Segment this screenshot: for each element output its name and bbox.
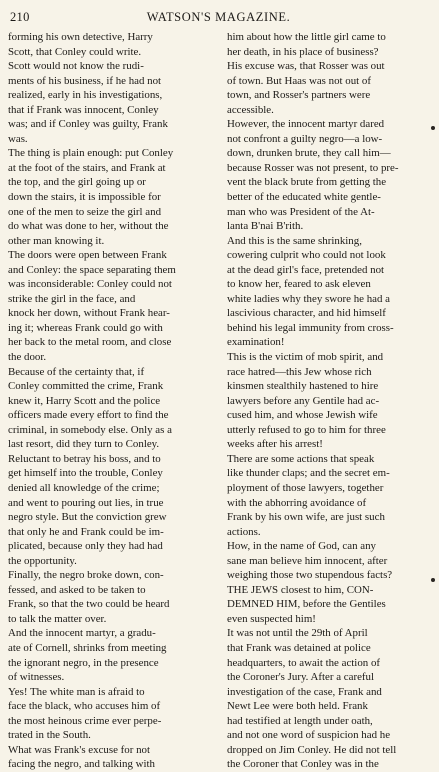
text-line: one of the men to seize the girl and (8, 205, 162, 218)
text-line: Finally, the negro broke down, con- (8, 569, 164, 582)
text-line: was inconsiderable: Conley could not (8, 278, 172, 291)
text-line: the door. (8, 351, 47, 364)
text-line: Scott, that Conley could write. (8, 45, 142, 58)
text-line: plicated, because only they had had (8, 540, 163, 553)
magazine-title: WATSON'S MAGAZINE. (146, 10, 291, 24)
text-line: facing the negro, and talking with (8, 758, 155, 771)
text-line: lawyers before any Gentile had ac- (227, 394, 380, 407)
text-line: utterly refused to go to him for three (227, 423, 386, 436)
text-line: the ignorant negro, in the presence (8, 656, 159, 669)
margin-mark (431, 126, 435, 130)
text-line: There are some actions that speak (227, 452, 375, 465)
text-line: knock her down, without Frank hear- (8, 307, 170, 320)
text-line: weeks after his arrest! (227, 438, 323, 451)
text-line: forming his own detective, Harry (8, 31, 153, 43)
text-line: vent the black brute from getting the (227, 176, 387, 189)
text-line: Because of the certainty that, if (8, 365, 145, 378)
text-line: cowering culprit who could not look (227, 249, 386, 262)
text-line: Conley committed the crime, Frank (8, 380, 164, 393)
text-line: was; and if Conley was guilty, Frank (8, 118, 168, 131)
text-line: man who was President of the At- (227, 205, 375, 218)
text-line: actions. (227, 525, 261, 538)
text-line: accessible. (227, 103, 274, 116)
text-line: at the dead girl's face, pretended not (227, 263, 385, 276)
text-line: him about how the little girl came to (227, 31, 386, 43)
text-line: And this is the same shrinking, (227, 234, 362, 247)
text-line: to know her, feared to ask eleven (227, 278, 371, 291)
text-line: of witnesses. (8, 671, 65, 684)
text-line: Reluctant to betray his boss, and to (8, 452, 161, 465)
text-line: Frank by his own wife, are just such (227, 511, 385, 524)
text-line: And the innocent martyr, a gradu- (8, 627, 156, 640)
text-line: the Coroner's Jury. After a careful (227, 671, 375, 684)
text-line: officers made every effort to find the (8, 409, 169, 422)
text-line: headquarters, to await the action of (227, 656, 381, 669)
text-line: the Coroner that Conley was in the (227, 758, 379, 771)
text-line: denied all knowledge of the crime; (8, 481, 160, 494)
text-line: The doors were open between Frank (8, 249, 167, 262)
text-line: cused him, and whose Jewish wife (227, 409, 378, 422)
text-line: However, the innocent martyr dared (227, 118, 385, 131)
text-line: white ladies why they swore he had a (227, 292, 391, 305)
text-line: DEMNED HIM, before the Gentiles (227, 598, 386, 611)
text-line: How, in the name of God, can any (227, 540, 376, 553)
text-line: lascivious character, and hid himself (227, 307, 386, 320)
text-line: Frank, so that the two could be heard (8, 598, 170, 611)
text-line: It was not until the 29th of April (227, 627, 368, 640)
text-line: because Rosser was not present, to pre- (227, 161, 399, 174)
text-line: ate of Cornell, shrinks from meeting (8, 641, 167, 654)
text-line: realized, early in his investigations, (8, 89, 163, 102)
text-line: behind his legal immunity from cross- (227, 321, 394, 334)
text-line: that if Frank was innocent, Conley (8, 103, 159, 116)
text-line: His excuse was, that Rosser was out (227, 60, 385, 73)
text-line: kinsmen stealthily hastened to hire (227, 380, 379, 393)
text-line: like thunder claps; and the secret em- (227, 467, 390, 480)
text-line: even suspected him! (227, 612, 316, 625)
right-column (227, 30, 432, 772)
text-line: town, and Rosser's partners were (227, 89, 371, 102)
text-line: race hatred—this Jew whose rich (227, 365, 372, 378)
text-line: weighing those two stupendous facts? (227, 569, 393, 582)
text-line: strike the girl in the face, and (8, 292, 136, 305)
text-line: had testified at length under oath, (227, 714, 373, 727)
text-line: ing it; whereas Frank could go with (8, 321, 163, 334)
text-line: down the stairs, it is impossible for (8, 191, 161, 204)
text-line: fessed, and asked to be taken to (8, 583, 146, 596)
page-header (8, 6, 429, 28)
text-line: This is the victim of mob spirit, and (227, 351, 384, 364)
text-line: ployment of those lawyers, together (227, 481, 384, 494)
text-line: at the foot of the stairs, and Frank at (8, 161, 166, 174)
text-line: last resort, did they turn to Conley. (8, 438, 160, 451)
text-line: was. (8, 132, 28, 145)
text-line: her back to the metal room, and close (8, 336, 172, 349)
text-line: negro style. But the conviction grew (8, 511, 167, 524)
text-line: face the black, who accuses him of (8, 700, 161, 713)
text-line: other man knowing it. (8, 234, 105, 247)
text-line: criminal, in somebody else. Only as a (8, 423, 172, 436)
text-line: ments of his business, if he had not (8, 74, 162, 87)
text-line: and not one word of suspicion had he (227, 729, 391, 742)
text-line: to talk the matter over. (8, 612, 107, 625)
text-line: and went to pouring out lies, in true (8, 496, 164, 509)
text-line: Scott would not know the rudi- (8, 60, 144, 73)
text-line: the top, and the girl going up or (8, 176, 146, 189)
text-line: trated in the South. (8, 729, 91, 742)
text-line: The thing is plain enough: put Conley (8, 147, 174, 160)
text-line: the opportunity. (8, 554, 77, 567)
text-line: do what was done to her, without the (8, 220, 169, 233)
text-line: with the abhorring avoidance of (227, 496, 367, 509)
text-line: dropped on Jim Conley. He did not tell (227, 743, 397, 756)
text-line: Newt Lee were both held. Frank (227, 700, 368, 713)
left-column (8, 30, 213, 772)
text-line: sane man believe him innocent, after (227, 554, 388, 567)
text-line: THE JEWS closest to him, CON- (227, 583, 374, 596)
text-line: knew it, Harry Scott and the police (8, 394, 161, 407)
margin-mark (431, 578, 435, 582)
text-line: that Frank was detained at police (227, 641, 371, 654)
text-line: of town. But Haas was not out of (227, 74, 371, 87)
text-line: What was Frank's excuse for not (8, 743, 150, 756)
page-number: 210 (10, 10, 30, 24)
text-line: her death, in his place of business? (227, 45, 379, 58)
text-line: get himself into the trouble, Conley (8, 467, 163, 480)
text-line: that only he and Frank could be im- (8, 525, 164, 538)
text-line: better of the educated white gentle- (227, 191, 381, 204)
text-line: and Conley: the space separating them (8, 263, 176, 276)
text-line: investigation of the case, Frank and (227, 685, 382, 698)
text-line: not confront a guilty negro—a low- (227, 132, 383, 145)
text-line: the most heinous crime ever perpe- (8, 714, 162, 727)
text-line: down, drunken brute, they call him— (227, 147, 391, 160)
text-line: lanta B'nai B'rith. (227, 220, 304, 233)
text-line: Yes! The white man is afraid to (8, 685, 145, 698)
text-line: examination! (227, 336, 285, 349)
